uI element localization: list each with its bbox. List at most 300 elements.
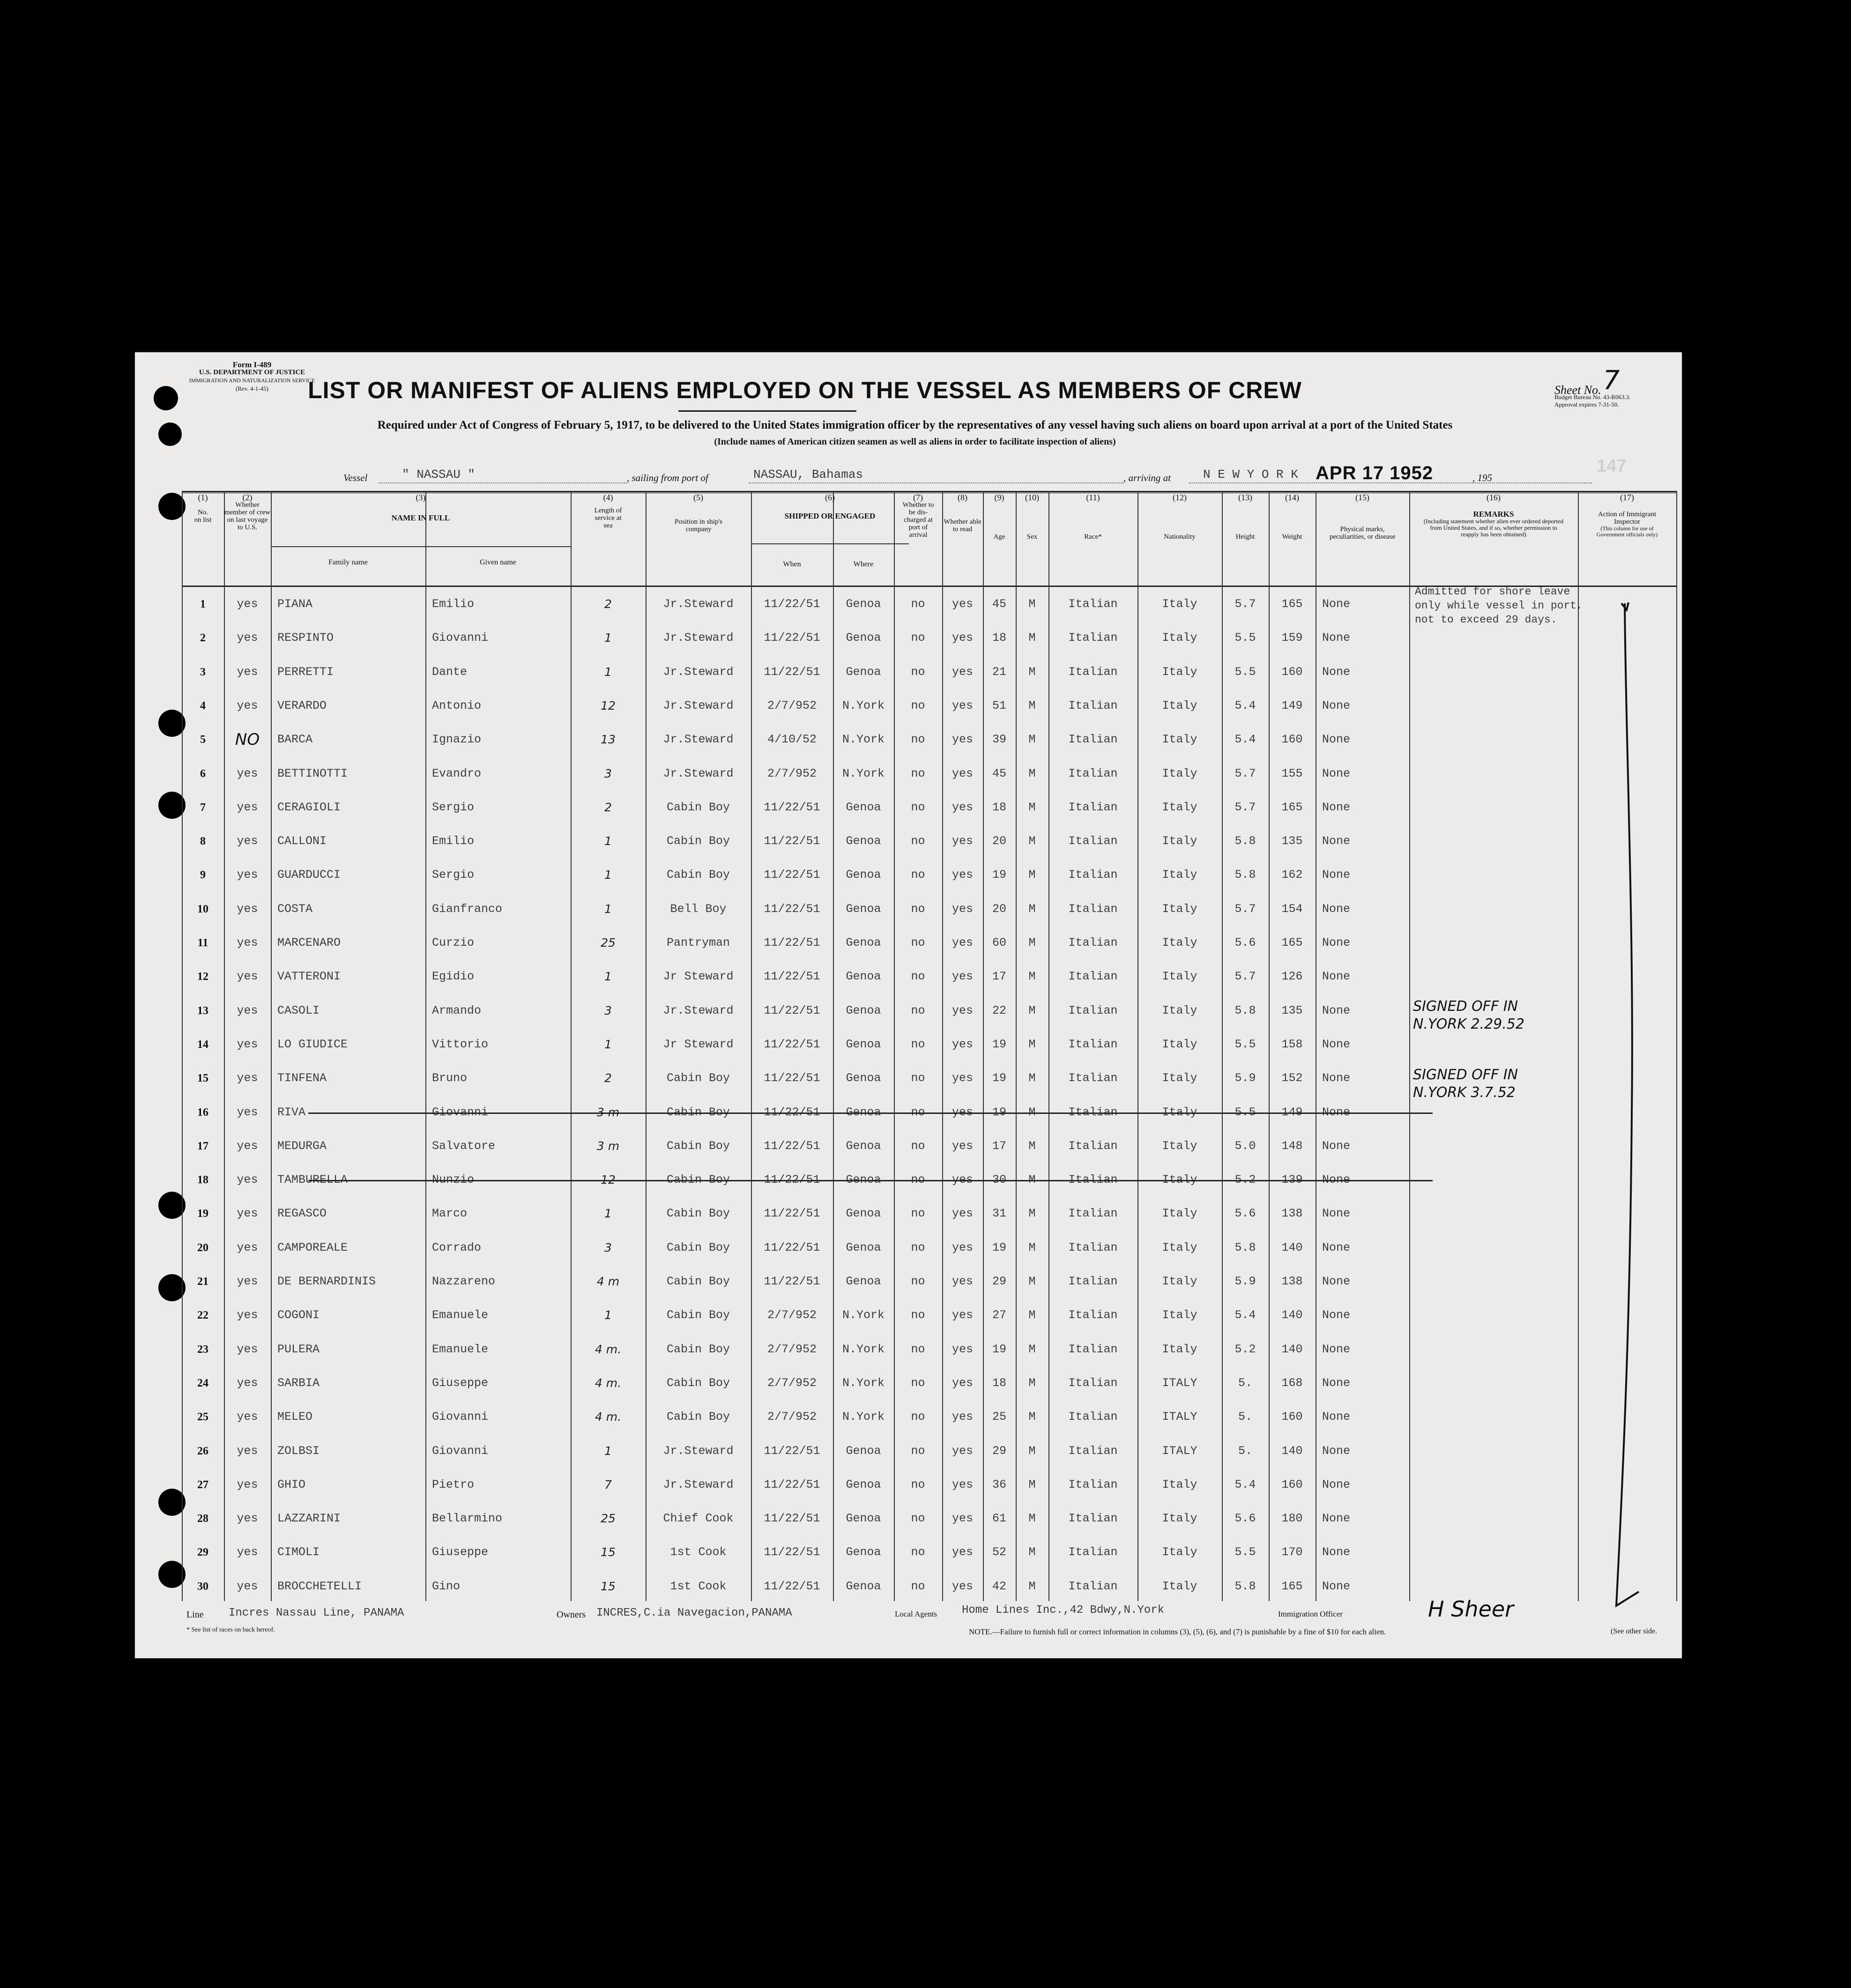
cell-age: 17 — [992, 970, 1006, 984]
cell-position: Cabin Boy — [666, 1275, 730, 1288]
cell-disch: no — [911, 1477, 925, 1491]
cell-given: Sergio — [432, 868, 475, 882]
cell-no: 20 — [197, 1241, 208, 1254]
cell-family: TINFENA — [277, 1071, 327, 1085]
cell-age: 19 — [992, 1105, 1006, 1119]
cell-no: 24 — [197, 1377, 208, 1389]
cell-service: 1 — [604, 970, 612, 984]
cell-read: yes — [952, 1105, 973, 1119]
cell-given: Giuseppe — [432, 1376, 489, 1390]
cell-no: 25 — [197, 1411, 208, 1424]
cell-when: 4/10/52 — [767, 733, 817, 747]
cell-age: 22 — [992, 1003, 1006, 1017]
cell-disch: no — [911, 1003, 925, 1017]
cell-service: 25 — [601, 936, 616, 949]
cell-position: Cabin Boy — [666, 1342, 730, 1356]
cell-sex: M — [1028, 1003, 1036, 1017]
cell-disch: no — [911, 1512, 925, 1526]
cell-sex: M — [1028, 1275, 1036, 1288]
cell-nat: Italy — [1162, 1173, 1197, 1187]
cell-race: Italian — [1068, 970, 1118, 984]
cell-height: 5.4 — [1234, 1477, 1256, 1491]
cell-nat: Italy — [1162, 1207, 1197, 1221]
cell-race: Italian — [1068, 631, 1118, 645]
cell-family: BARCA — [277, 733, 313, 747]
cell-race: Italian — [1068, 1410, 1118, 1424]
cell-no: 8 — [200, 835, 206, 848]
cell-read: yes — [952, 1240, 973, 1254]
cell-position: Jr Steward — [663, 1037, 734, 1051]
cell-where: Genoa — [846, 1003, 881, 1017]
cell-age: 39 — [992, 733, 1006, 747]
cell-disch: no — [911, 698, 925, 712]
cell-when: 11/22/51 — [764, 834, 820, 848]
cell-nat: Italy — [1162, 1003, 1197, 1017]
cell-given: Egidio — [432, 970, 475, 984]
remark-row18-signed-off: SIGNED OFF IN N.YORK 3.7.52 — [1413, 1067, 1518, 1101]
cell-crew: yes — [237, 665, 258, 679]
cell-when: 2/7/952 — [767, 1308, 817, 1322]
cell-where: Genoa — [846, 1071, 881, 1085]
cell-crew: yes — [237, 1477, 258, 1491]
table-row — [182, 757, 1676, 791]
cell-crew: yes — [237, 597, 258, 611]
cell-position: Jr.Steward — [663, 665, 734, 679]
inspector-bracket-mark — [1606, 599, 1643, 1610]
cell-nat: Italy — [1162, 1275, 1197, 1288]
cell-where: N.York — [842, 733, 885, 747]
cell-nat: Italy — [1162, 1037, 1197, 1051]
cell-age: 19 — [992, 1037, 1006, 1051]
cell-age: 18 — [992, 631, 1006, 645]
cell-weight: 165 — [1281, 597, 1303, 611]
cell-sex: M — [1028, 1173, 1036, 1187]
cell-where: Genoa — [846, 1444, 881, 1458]
cell-given: Salvatore — [432, 1139, 496, 1153]
cell-crew: yes — [237, 868, 258, 882]
cell-service: 3 — [604, 1003, 612, 1017]
cell-where: Genoa — [846, 1477, 881, 1491]
cell-service: 3 m — [596, 1139, 620, 1153]
cell-marks: None — [1322, 631, 1351, 645]
cell-disch: no — [911, 1342, 925, 1356]
cell-family: SARBIA — [277, 1376, 320, 1390]
cell-disch: no — [911, 1139, 925, 1153]
cell-nat: Italy — [1162, 1512, 1197, 1526]
cell-service: 15 — [601, 1545, 616, 1559]
cell-no: 10 — [197, 903, 208, 915]
service: IMMIGRATION AND NATURALIZATION SERVICE — [189, 377, 315, 384]
cell-sex: M — [1028, 698, 1036, 712]
cell-read: yes — [952, 1376, 973, 1390]
cell-sex: M — [1028, 766, 1036, 780]
cell-when: 11/22/51 — [764, 902, 820, 916]
cell-read: yes — [952, 597, 973, 611]
cell-weight: 154 — [1281, 902, 1303, 916]
cell-read: yes — [952, 1545, 973, 1559]
cell-sex: M — [1028, 1071, 1036, 1085]
cell-position: Jr Steward — [663, 970, 734, 984]
cell-sex: M — [1028, 631, 1036, 645]
cell-family: BROCCHETELLI — [277, 1579, 362, 1593]
cell-given: Giovanni — [432, 631, 489, 645]
cell-service: 4 m — [596, 1275, 620, 1288]
cell-race: Italian — [1068, 834, 1118, 848]
cell-height: 5.5 — [1234, 631, 1256, 645]
cell-height: 5.8 — [1234, 868, 1256, 882]
cell-when: 11/22/51 — [764, 1105, 820, 1119]
cell-service: 4 m. — [595, 1342, 622, 1356]
cell-sex: M — [1028, 834, 1036, 848]
cell-no: 12 — [197, 971, 208, 983]
table-row — [182, 1163, 1676, 1197]
cell-family: REGASCO — [277, 1207, 327, 1221]
cell-family: VATTERONI — [277, 970, 341, 984]
cell-race: Italian — [1068, 665, 1118, 679]
cell-nat: Italy — [1162, 902, 1197, 916]
cell-disch: no — [911, 1275, 925, 1288]
cell-height: 5.8 — [1234, 1240, 1256, 1254]
cell-position: 1st Cook — [670, 1579, 727, 1593]
cell-position: Jr.Steward — [663, 597, 734, 611]
remark-shore-leave: Admitted for shore leave only while vessel in port, not to exceed 29 days. — [1415, 586, 1583, 626]
cell-family: CIMOLI — [277, 1545, 320, 1559]
cell-read: yes — [952, 936, 973, 949]
cell-race: Italian — [1068, 902, 1118, 916]
cell-height: 5.8 — [1234, 1003, 1256, 1017]
cell-when: 11/22/51 — [764, 1173, 820, 1187]
cell-weight: 138 — [1281, 1207, 1303, 1221]
cell-sex: M — [1028, 800, 1036, 814]
cell-service: 4 m. — [595, 1376, 622, 1390]
cell-crew: yes — [237, 1139, 258, 1153]
cell-read: yes — [952, 766, 973, 780]
table-row — [182, 1434, 1676, 1468]
cell-race: Italian — [1068, 1139, 1118, 1153]
cell-race: Italian — [1068, 1477, 1118, 1491]
cell-race: Italian — [1068, 1071, 1118, 1085]
cell-sex: M — [1028, 597, 1036, 611]
cell-weight: 149 — [1281, 698, 1303, 712]
cell-no: 16 — [197, 1106, 208, 1119]
table-row — [182, 791, 1676, 824]
cell-age: 18 — [992, 800, 1006, 814]
cell-height: 5.5 — [1234, 1037, 1256, 1051]
cell-where: Genoa — [846, 1240, 881, 1254]
cell-weight: 170 — [1281, 1545, 1303, 1559]
cell-read: yes — [952, 631, 973, 645]
cell-disch: no — [911, 1308, 925, 1322]
col-header-family-name: Family name — [328, 558, 368, 566]
cell-no: 13 — [197, 1004, 208, 1017]
cell-disch: no — [911, 1105, 925, 1119]
cell-age: 60 — [992, 936, 1006, 949]
cell-weight: 135 — [1281, 1003, 1303, 1017]
cell-age: 19 — [992, 868, 1006, 882]
cell-marks: None — [1322, 1240, 1351, 1254]
cell-no: 29 — [197, 1546, 208, 1559]
table-row — [182, 1366, 1676, 1400]
cell-when: 2/7/952 — [767, 698, 817, 712]
cell-where: Genoa — [846, 970, 881, 984]
cell-where: Genoa — [846, 1545, 881, 1559]
cell-family: VERARDO — [277, 698, 327, 712]
cell-crew: yes — [237, 1342, 258, 1356]
cell-sex: M — [1028, 1240, 1036, 1254]
cell-age: 21 — [992, 665, 1006, 679]
cell-when: 11/22/51 — [764, 597, 820, 611]
cell-nat: Italy — [1162, 733, 1197, 747]
table-row — [182, 1400, 1676, 1434]
col-header-given-name: Given name — [480, 558, 516, 566]
cell-crew: yes — [237, 800, 258, 814]
cell-weight: 180 — [1281, 1512, 1303, 1526]
cell-no: 9 — [200, 869, 206, 882]
table-row — [182, 1536, 1676, 1569]
cell-nat: Italy — [1162, 597, 1197, 611]
cell-age: 19 — [992, 1071, 1006, 1085]
cell-weight: 165 — [1281, 936, 1303, 949]
cell-given: Dante — [432, 665, 468, 679]
cell-nat: Italy — [1162, 1105, 1197, 1119]
cell-family: PIANA — [277, 597, 313, 611]
cell-nat: ITALY — [1162, 1410, 1197, 1424]
cell-height: 5. — [1238, 1444, 1252, 1458]
vessel-name: " NASSAU " — [402, 467, 476, 482]
cell-no: 17 — [197, 1140, 208, 1152]
cell-disch: no — [911, 902, 925, 916]
cell-family: LO GIUDICE — [277, 1037, 348, 1051]
sheet-label: Sheet No. — [1554, 383, 1601, 397]
cell-given: Giuseppe — [432, 1545, 489, 1559]
cell-weight: 135 — [1281, 834, 1303, 848]
cell-given: Giovanni — [432, 1410, 489, 1424]
cell-given: Ignazio — [432, 733, 482, 747]
cell-race: Italian — [1068, 1037, 1118, 1051]
form-number: Form I-489 — [232, 360, 272, 369]
cell-when: 11/22/51 — [764, 1207, 820, 1221]
col-header-no: (1) No. on list — [194, 493, 212, 524]
cell-disch: no — [911, 1240, 925, 1254]
cell-given: Evandro — [432, 766, 482, 780]
cell-no: 5 — [200, 734, 206, 746]
cell-no: 3 — [200, 666, 206, 678]
col-header-crew-member: (2) Whether member of crew on last voyage to U.S. — [224, 493, 271, 531]
cell-marks: None — [1322, 1342, 1351, 1356]
cell-service: 2 — [604, 1071, 612, 1085]
cell-given: Armando — [432, 1003, 482, 1017]
cell-family: MARCENARO — [277, 936, 341, 949]
col-header-position: (5) Position in ship's company — [675, 493, 722, 533]
cell-height: 5.6 — [1234, 1207, 1256, 1221]
cell-age: 31 — [992, 1207, 1006, 1221]
cell-marks: None — [1322, 1275, 1351, 1288]
department: U.S. DEPARTMENT OF JUSTICE — [199, 369, 305, 376]
title-underline — [678, 410, 856, 412]
cell-read: yes — [952, 733, 973, 747]
cell-read: yes — [952, 1477, 973, 1491]
cell-age: 19 — [992, 1342, 1006, 1356]
cell-service: 3 — [604, 1240, 612, 1254]
cell-weight: 140 — [1281, 1444, 1303, 1458]
cell-when: 11/22/51 — [764, 1071, 820, 1085]
cell-where: Genoa — [846, 1139, 881, 1153]
arrival-date-stamp: APR 17 1952 — [1316, 463, 1434, 483]
table-row — [182, 1197, 1676, 1231]
cell-position: Jr.Steward — [663, 1444, 734, 1458]
cell-age: 52 — [992, 1545, 1006, 1559]
owners-label: Owners — [557, 1610, 586, 1620]
cell-sex: M — [1028, 1376, 1036, 1390]
cell-position: Cabin Boy — [666, 1207, 730, 1221]
cell-position: Cabin Boy — [666, 1376, 730, 1390]
cell-height: 5.7 — [1234, 766, 1256, 780]
cell-service: 1 — [604, 631, 612, 645]
cell-service: 15 — [601, 1579, 616, 1593]
cell-marks: None — [1322, 766, 1351, 780]
cell-no: 4 — [200, 699, 206, 712]
cell-race: Italian — [1068, 1308, 1118, 1322]
cell-race: Italian — [1068, 800, 1118, 814]
cell-weight: 165 — [1281, 1579, 1303, 1593]
cell-disch: no — [911, 733, 925, 747]
cell-when: 11/22/51 — [764, 1579, 820, 1593]
cell-marks: None — [1322, 1410, 1351, 1424]
table-row — [182, 926, 1676, 960]
cell-disch: no — [911, 800, 925, 814]
cell-position: Bell Boy — [670, 902, 727, 916]
cell-sex: M — [1028, 1444, 1036, 1458]
cell-when: 11/22/51 — [764, 1545, 820, 1559]
subnote: (Include names of American citizen seamen as well as aliens in order to facilitate inspection of aliens) — [714, 437, 1116, 447]
cell-service: 1 — [604, 868, 612, 882]
cell-height: 5.5 — [1234, 1105, 1256, 1119]
cell-service: 1 — [604, 1207, 612, 1221]
cell-when: 11/22/51 — [764, 1444, 820, 1458]
cell-crew: yes — [237, 631, 258, 645]
cell-marks: None — [1322, 1105, 1351, 1119]
cell-read: yes — [952, 1003, 973, 1017]
cell-service: 12 — [601, 1173, 616, 1187]
cell-age: 45 — [992, 766, 1006, 780]
cell-marks: None — [1322, 1376, 1351, 1390]
cell-family: MELEO — [277, 1410, 313, 1424]
col-header-sex: (10) Sex — [1025, 493, 1039, 541]
cell-no: 14 — [197, 1038, 208, 1051]
cell-read: yes — [952, 698, 973, 712]
cell-disch: no — [911, 1376, 925, 1390]
cell-where: N.York — [842, 1342, 885, 1356]
col-header-race: (11) Race* — [1084, 493, 1102, 541]
col-header-inspector: (17) Action of Immigrant Inspector (This column for use of Government officials only) — [1596, 493, 1658, 538]
cell-race: Italian — [1068, 1105, 1118, 1119]
subtitle: Required under Act of Congress of February 5, 1917, to be delivered to the United States immigration officer by the representatives of any vessel having such aliens on board upon arrival at a port of the United States — [377, 419, 1453, 431]
cell-given: Nunzio — [432, 1173, 475, 1187]
cell-when: 11/22/51 — [764, 1275, 820, 1288]
cell-family: COGONI — [277, 1308, 320, 1322]
cell-service: 2 — [604, 597, 612, 611]
cell-nat: Italy — [1162, 1579, 1197, 1593]
cell-service: 1 — [604, 1037, 612, 1051]
cell-height: 5.4 — [1234, 698, 1256, 712]
cell-where: Genoa — [846, 631, 881, 645]
cell-race: Italian — [1068, 733, 1118, 747]
cell-where: Genoa — [846, 1105, 881, 1119]
cell-crew: yes — [237, 1071, 258, 1085]
cell-marks: None — [1322, 1477, 1351, 1491]
cell-when: 11/22/51 — [764, 800, 820, 814]
cell-nat: Italy — [1162, 1477, 1197, 1491]
cell-disch: no — [911, 1037, 925, 1051]
col-header-service: (4) Length of service at sea — [594, 493, 622, 529]
cell-where: Genoa — [846, 902, 881, 916]
cell-marks: None — [1322, 834, 1351, 848]
cell-age: 29 — [992, 1275, 1006, 1288]
cell-age: 20 — [992, 902, 1006, 916]
cell-disch: no — [911, 631, 925, 645]
arriving-port: N E W Y O R K — [1203, 467, 1298, 482]
cell-marks: None — [1322, 1545, 1351, 1559]
officer-signature: H Sheer — [1428, 1596, 1514, 1622]
cell-family: BETTINOTTI — [277, 766, 348, 780]
cell-no: 22 — [197, 1309, 208, 1322]
cell-where: N.York — [842, 766, 885, 780]
cell-service: 12 — [601, 698, 616, 712]
strike-through-line — [308, 1180, 1433, 1181]
cell-service: 3 — [604, 766, 612, 780]
col-header-remarks: (16) REMARKS (Including statement whether alien ever ordered deported from United States, and if so, whether permission to reapply has been obtained) — [1423, 493, 1564, 538]
cell-read: yes — [952, 1139, 973, 1153]
col-header-weight: (14) Weight — [1282, 493, 1302, 541]
binder-hole — [158, 423, 182, 446]
cell-where: N.York — [842, 698, 885, 712]
cell-weight: 140 — [1281, 1240, 1303, 1254]
cell-disch: no — [911, 936, 925, 949]
page-title: LIST OR MANIFEST OF ALIENS EMPLOYED ON THE VESSEL AS MEMBERS OF CREW — [308, 377, 1302, 403]
cell-when: 11/22/51 — [764, 868, 820, 882]
cell-weight: 168 — [1281, 1376, 1303, 1390]
cell-sex: M — [1028, 936, 1036, 949]
see-other-side: (See other side. — [1611, 1627, 1658, 1635]
line-value: Incres Nassau Line, PANAMA — [229, 1607, 404, 1619]
table-row — [182, 1333, 1676, 1366]
cell-sex: M — [1028, 1512, 1036, 1526]
cell-position: Cabin Boy — [666, 1410, 730, 1424]
cell-service: 4 m. — [595, 1410, 622, 1424]
cell-weight: 160 — [1281, 733, 1303, 747]
cell-nat: Italy — [1162, 936, 1197, 949]
cell-where: Genoa — [846, 800, 881, 814]
cell-no: 27 — [197, 1478, 208, 1491]
table-row — [182, 655, 1676, 689]
cell-when: 11/22/51 — [764, 1139, 820, 1153]
cell-given: Gianfranco — [432, 902, 503, 916]
cell-age: 36 — [992, 1477, 1006, 1491]
cell-read: yes — [952, 1207, 973, 1221]
cell-age: 45 — [992, 597, 1006, 611]
cell-read: yes — [952, 1512, 973, 1526]
cell-age: 51 — [992, 698, 1006, 712]
col-header-when: When — [783, 560, 801, 568]
cell-when: 11/22/51 — [764, 665, 820, 679]
sheet-number: 7 — [1603, 365, 1620, 396]
cell-crew: yes — [237, 834, 258, 848]
manifest-sheet — [135, 352, 1682, 1658]
fine-note: NOTE.—Failure to furnish full or correct information in columns (3), (5), (6), and (7) is punishable by a fine of $10 for each alien. — [969, 1627, 1386, 1636]
cell-nat: Italy — [1162, 834, 1197, 848]
cell-height: 5.7 — [1234, 902, 1256, 916]
cell-where: Genoa — [846, 1275, 881, 1288]
